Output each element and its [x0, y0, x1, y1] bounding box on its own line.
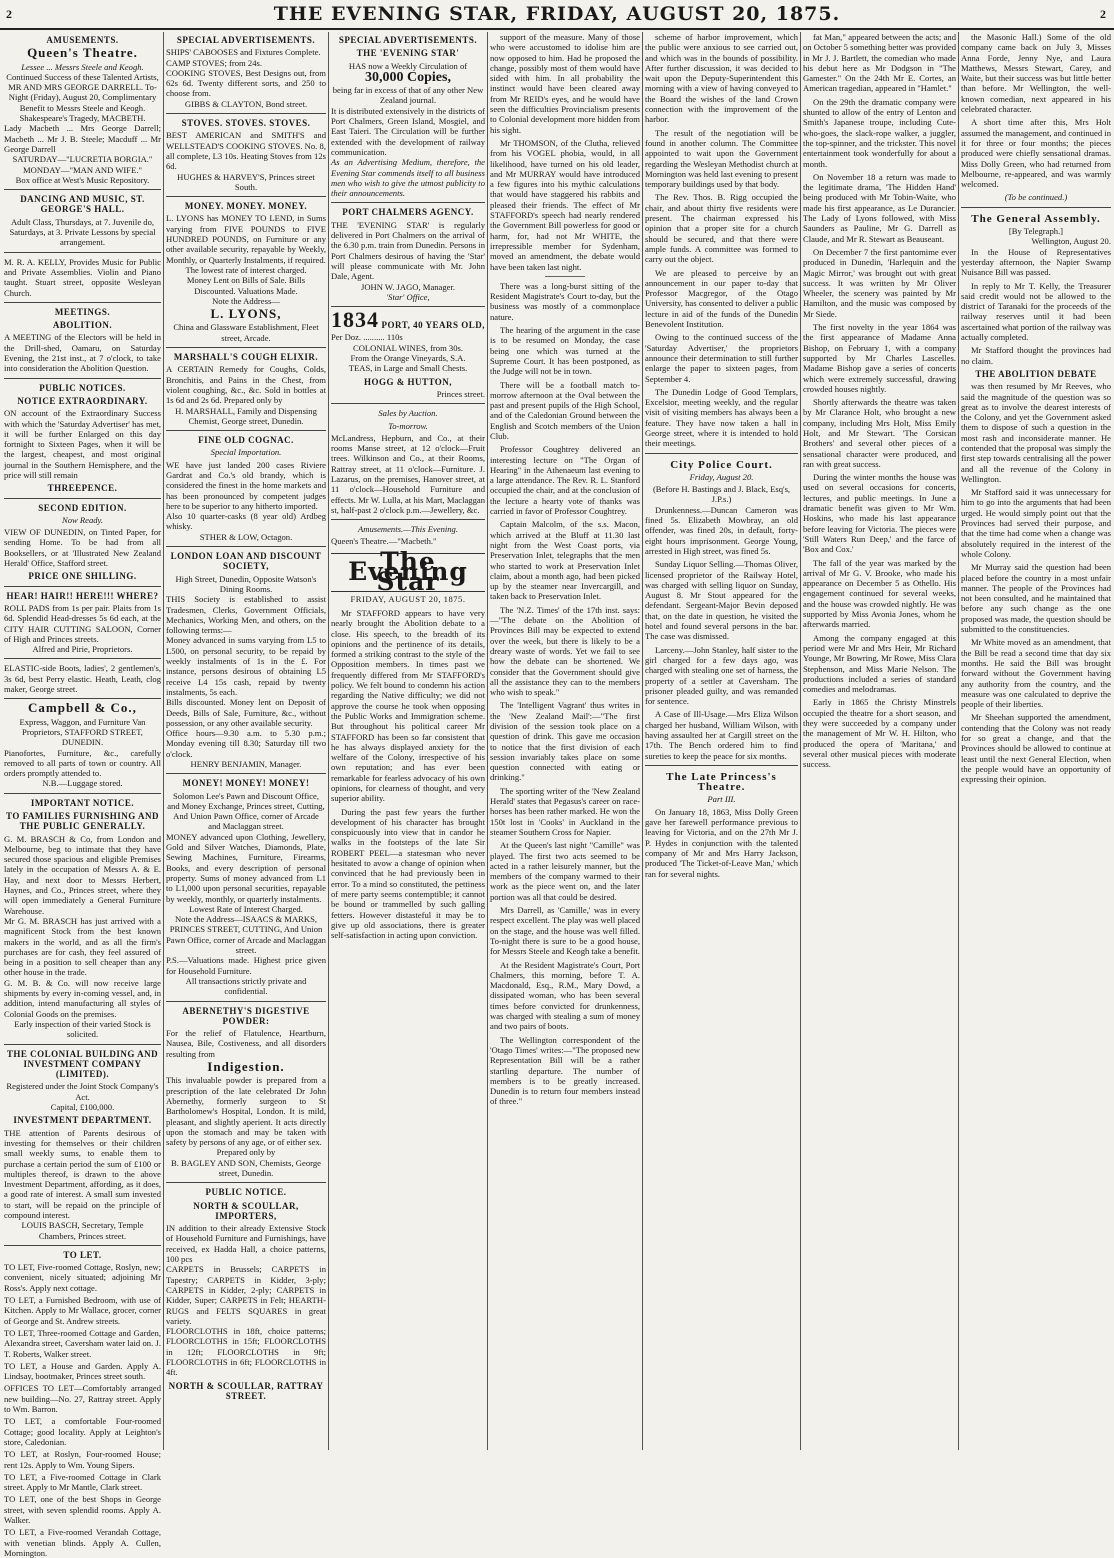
paragraph: A Case of Ill-Usage.—Mrs Eliza Wilson charged her husband, William Wilson, with having assaulted her at Cargill street on the 17th. The Bench ordered him to find sureties to keep the peace for six months.	[645, 709, 798, 761]
column-2	[166, 32, 326, 1450]
classified-ad: TO LET, a House and Garden. Apply A. Lindsay, bootmaker, Princes street south.	[4, 1360, 161, 1382]
ad-text: It is distributed extensively in the districts of Port Chalmers, Green Island, Mosgiel, and East Taieri. The Circulation will be further extended with the development of railway communication.	[331, 105, 485, 157]
paragraph: At the Queen's last night "Camille" was played. The first two acts seemed to be acted in a rather leisurely manner, but the members of the company warmed to their work as the piece went on, and the later portion was all that could be desired.	[490, 840, 640, 902]
ad-text: MONEY advanced upon Clothing, Jewellery, Gold and Silver Watches, Diamonds, Plate, Sewing Machines, Furniture, Firearms, Books, and every description of personal property. Sums of money advanced from L1 to L1,000 upon personal securities, repayable by weekly, monthly, or quarterly instalments.	[166, 831, 326, 904]
ad-text: M. R. A. KELLY, Provides Music for Public and Private Assemblies. Violin and Piano taught. Stuart street, opposite Wesleyan Church.	[4, 256, 161, 298]
ad-text: P.S.—Valuations made. Highest price given for Household Furniture.	[166, 955, 326, 976]
ad-heading: Campbell & Co.,	[28, 700, 137, 716]
ad-text: Money advanced in sums varying from L5 to L500, on personal security, to be repaid by weekly instalments of 1s in the £. For instance, persons desirous of obtaining L5 receive L4 15s cash, repaid by twenty instalments, 5s each.	[166, 635, 326, 697]
section-heading: AMUSEMENTS.	[46, 35, 119, 45]
newspaper-title: The Evening Star	[331, 553, 485, 592]
ad-text: Now Ready.	[61, 514, 104, 525]
paragraph: The sporting writer of the 'New Zealand Herald' states that Pegasus's career on race-horses has been rather marked. He won the 150t lost in 'Cooks' in Auckland in the steamer Southern Cross for Napier.	[490, 785, 640, 837]
ad-heading: Indigestion.	[207, 1059, 285, 1075]
ad-heading: STOVES. STOVES. STOVES.	[181, 118, 311, 129]
divider	[166, 1182, 326, 1183]
ad-text: G. M. BRASCH & Co, from London and Melbourne, beg to intimate that they have secured those spacious and eligible Premises lately in the occupation of Messrs A. & E. Hay, and next door to Messrs Herbert, Haynes, and Co., Princes street, where they will open immediately a General Furniture Warehouse.	[4, 833, 161, 916]
divider	[4, 498, 161, 499]
ad-text: HENRY BENJAMIN, Manager.	[190, 759, 302, 769]
editorial	[331, 608, 485, 941]
ad-text: ROLL PADS from 1s per pair. Plaits from 1s 6d. Splendid Head-dresses 5s 6d each, at the CITY HAIR CUTTING SALOON, Corner of High and Princes streets.	[4, 602, 161, 644]
ad-text: Lady Macbeth ... Mrs George Darrell; Macbeth ... Mr J. B. Steele; Macduff ... Mr George Darrell	[4, 123, 161, 154]
divider	[4, 793, 161, 794]
divider	[961, 207, 1111, 208]
paragraph: Sunday Liquor Selling.—Thomas Oliver, licensed proprietor of the Railway Hotel, was charged with selling liquor on Sunday, August 8. Mr Stout appeared for the defendant. Sergeant-Major Bevin deposed that, on the date in question, he visited the hotel and found several persons in the bar. The case was dismissed.	[645, 559, 798, 642]
section-heading: PUBLIC NOTICES.	[39, 382, 126, 393]
section-heading: Amusements.—This Evening.	[357, 524, 458, 535]
ad-heading: LONDON LOAN AND DISCOUNT SOCIETY,	[170, 551, 322, 572]
divider	[331, 403, 485, 404]
ad-text: As an Advertising Medium, therefore, the Evening Star commends itself to all business men who wish to give the utmost publicity to their announcements.	[331, 157, 485, 199]
divider	[331, 202, 485, 203]
ad-heading: NORTH & SCOULLAR, RATTRAY STREET.	[168, 1380, 324, 1401]
classified-ad: TO LET, a Five-roomed Cottage in Clark street. Apply to Mr Mantle, Clark street.	[4, 1471, 161, 1493]
column-1	[4, 32, 161, 1558]
paragraph: Captain Malcolm, of the s.s. Macon, which arrived at the Bluff at 11.30 last night from the West Coast ports, via Preservation Inlet, telegraphs that the men who started to work at Preservation Inlet claim, about a month ago, had been picked up by the steamer near Invercargill, and taken back to Preservation Inlet.	[490, 519, 640, 602]
paragraph: In reply to Mr T. Kelly, the Treasurer said credit would not be allowed to the district of Taranaki for the proceeds of the railway reserves until it had been ascertained what portion of the railway was actually completed.	[961, 280, 1111, 343]
ad-text: Lessee ... Messrs Steele and Keogh.	[21, 61, 144, 72]
paragraph: Among the company engaged at this period were Mr and Mrs Heir, Mr Richard Younge, Mr Bowring, Mr Rowe, Miss Clara Stephenson, and Miss Marie Nelson. The productions included a series of standard comedies and melodramas.	[803, 632, 956, 695]
column-rule	[958, 32, 959, 1450]
column-6	[803, 32, 956, 1450]
paragraph: There was a long-burst sitting of the Resident Magistrate's Court to-day, but the business was mostly of a commonplace nature.	[490, 280, 640, 322]
paragraph: On December 7 the first pantomime ever produced in Dunedin, 'Harlequin and the Magic Mirror,' was brought out with great success. It was written by Mr Oliver Wheeler, the scenery was painted by Mr Hamilton, and the music was composed by Mr Siede.	[803, 246, 956, 319]
paragraph: During the past few years the further development of his character has brought conspicuously into view that in candor he walks in the footsteps of the late Sir ROBERT PEEL—a statesman who never hesitated to avow a change of opinion when convinced that he had previously been in error. To a mind so constituted, the pettiness of mere party seems contemptible; it cannot be bound or trammelled by such galling fetters. However distasteful it may be to give up old associations, there is greater self-satisfaction in acting upon conviction.	[331, 806, 485, 941]
article-subheading: [By Telegraph.]	[1008, 226, 1064, 237]
ad-heading: NOTICE EXTRAORDINARY.	[17, 395, 148, 406]
newspaper-masthead-title: THE EVENING STAR, FRIDAY, AUGUST 20, 1875.	[273, 3, 841, 25]
dateline: FRIDAY, AUGUST 20, 1875.	[350, 593, 466, 604]
divider	[166, 546, 326, 547]
paragraph: Mr STAFFORD appears to have very nearly brought the Abolition debate to a close. His speech, to the breadth of its opinions and the pertinence of its details, formed a striking contrast to the style of the Opposition members. In times past we frequently differed from Mr STAFFORD's policy. We felt bound to condemn his action regarding the Native difficulty; we did not approve the course he took when opposing the Public Works and Immigration scheme. But throughout his political career Mr STAFFORD has been so far consistent that he has always displayed anxiety for the welfare of the Colony, irrespective of his own reputation; and has ever been remarkable for fearless advocacy of his own opinions, for clearness of thought, and very superior ability.	[331, 607, 485, 804]
ad-heading: L. LYONS,	[210, 306, 282, 322]
paragraph: The Wellington correspondent of the 'Otago Times' writes:—"The proposed new Representation Bill will be a rather startling departure. The number of members is to be greatly increased. Dunedin is to return four members instead of three."	[490, 1034, 640, 1107]
paragraph: Mr Stafford thought the provinces had no claim.	[961, 345, 1111, 366]
ad-text: Capital, £100,000.	[50, 1102, 115, 1113]
ad-heading: THE 'EVENING STAR'	[356, 48, 460, 59]
ad-text: A CERTAIN Remedy for Coughs, Colds, Bronchitis, and Pains in the Chest, from violent coughing, &c., &c. Sold in bottles at 1s 6d and 2s 6d. Prepared only by	[166, 364, 326, 406]
divider	[4, 378, 161, 379]
ad-text: MONDAY—"MAN AND WIFE."	[23, 164, 142, 175]
ad-text: Express, Waggon, and Furniture Van Proprietors, STAFFORD STREET, DUNEDIN.	[19, 716, 146, 748]
paragraph: A short time after this, Mrs Holt assumed the management, and continued in it for three or four months; the pieces produced were chiefly sensational dramas. Miss Dolly Green, who had returned from Melbourne, re-appeared, and was warmly welcomed.	[961, 117, 1111, 190]
divider	[4, 1044, 161, 1045]
article-subheading: THE ABOLITION DEBATE	[975, 368, 1097, 379]
ad-text: From the Orange Vineyards, S.A.	[350, 353, 466, 364]
ad-heading: Queen's Theatre.	[27, 45, 138, 61]
paragraph: Early in 1865 the Christy Minstrels occupied the theatre for a short season, and they were succeeded by a company under the management of Mr W. H. Hilton, who produced the opera of 'Maritana,' and several other musical pieces with moderate success.	[803, 697, 956, 770]
divider	[545, 276, 585, 277]
paragraph: During the winter months the house was used on several occasions for concerts, lectures, and public meetings. In June a dramatic benefit was given to Mr Wm. Hoskins, who made his last appearance before leaving for Victoria. The pieces were 'Still Waters Run Deep,' and the farce of 'Box and Cox.'	[803, 472, 956, 555]
ad-text: McLandress, Hepburn, and Co., at their rooms Manse street, at 12 o'clock—Fruit trees. Wilkinson and Co., at their Rooms, Rattray street, at 11 o'clock—Furniture. J. Lazarus, on the premises, Hanover street, at 11 o'clock—Household Furniture and effects. Mr W. Lulla, at his Mart, Maclaggan st, half-past 2 o'clock p.m.—Jewellery, &c.	[331, 432, 485, 515]
column-rule	[328, 32, 329, 1450]
classified-ad: TO LET, one of the best Shops in George street, with seven splendid rooms. Apply A. Walker.	[4, 1494, 161, 1525]
paragraph: At the Resident Magistrate's Court, Port Chalmers, this morning, before T. A. Macdonald, Esq., R.M., Mary Dowd, a dissipated woman, who has been several times before convicted for drunkenness, was charged with stealing a sum of money and two pairs of boots.	[490, 959, 640, 1032]
paragraph: The result of the negotiation will be found in another column. The Committee appointed to wait upon the Government regarding the Wesleyan Methodist church at Mornington was held last evening to present temporary buildings used by that body.	[645, 127, 798, 190]
ad-text: SATURDAY—"LUCRETIA BORGIA."	[12, 154, 153, 165]
ad-text: The lowest rate of interest charged.	[185, 264, 307, 275]
ad-text: Registered under the Joint Stock Company's Act.	[6, 1081, 159, 1102]
paragraph: The 'N.Z. Times' of the 17th inst. says:—"The debate on the Abolition of Provinces Bill may be expected to extend over the week, but there is likely to be a dreary waste of words. Yet we fail to see how the debate can be shortened. We consider that the Government should give all the assistance they can to the members who wish to speak."	[490, 604, 640, 698]
paragraph: support of the measure. Many of those who were accustomed to idolise him are now opposed to him. Had he proposed the change, possibly most of them would have sided with him. In all probability the instinct would have been cleared away from Mr REID's eyes, and he would have seen the difficulties Provincialism presents to Colonial development more hidden from his sight.	[490, 32, 640, 135]
column-3	[331, 32, 485, 1450]
section-heading: Sales by Auction.	[378, 408, 438, 419]
ad-text: being far in excess of that of any other New Zealand journal.	[332, 85, 484, 106]
classified-ad: TO LET, Three-roomed Cottage and Garden, Alexandra street, Caversham water laid on. J. T. Roberts, Walker street.	[4, 1327, 161, 1359]
article-heading: The General Assembly.	[971, 212, 1101, 225]
ad-text: COLONIAL WINES, from 30s.	[352, 342, 464, 353]
ad-text: 'Star' Office,	[386, 291, 430, 302]
ad-text: STHER & LOW, Octagon.	[199, 531, 293, 542]
paragraph: The Rev. Thos. B. Rigg occupied the chair, and about thirty five residents were present. The chairman expressed his opinion that a proper site for a church should be secured, and that there were ample funds. A committee was formed to carry out the object.	[645, 192, 798, 265]
ad-text: FLOORCLOTHS in 18ft, choice patterns; FLOORCLOTHS in 15ft; FLOORCLOTHS in 12ft; FLOORCLOTHS in 9ft; FLOORCLOTHS in 6ft; FLOORCLOTHS in 4ft.	[166, 1326, 326, 1378]
column-rule	[642, 32, 643, 1450]
ad-text: Also 10 quarter-casks (8 year old) Ardbeg whisky.	[166, 511, 326, 532]
column-rule	[163, 32, 164, 1450]
ad-text: Box office at West's Music Repository.	[15, 174, 150, 185]
article-subheading: Friday, August 20.	[689, 471, 754, 482]
paragraph: Drunkenness.—Duncan Cameron was fined 5s. Elizabeth Mowbray, an old offender, was fined 20s, in default, forty-eight hours imprisonment. George Young, arrested in High street, was fined 5s.	[645, 504, 798, 556]
ad-text: Bills discounted. Money lent on Deposit of Deeds, Bills of Sale, Furniture, &c., without possession, or any other available security.	[166, 697, 326, 728]
ad-heading: ABOLITION.	[52, 320, 113, 331]
paragraph: The fall of the year was marked by the arrival of Mr G. V. Brooke, who made his appearance on December 5 as Othello. His engagement continued for several weeks, and the house was crowded nightly. He was supported by Miss Avonia Jones, whom he afterwards married.	[803, 557, 956, 630]
paragraph: On November 18 a return was made to the legitimate drama, 'The Hidden Hand' being produced with Mr Tobin-Waite, who made his first appearance, as Le Durancier. The Lady of Lyons followed, with Miss Saunders as Pauline, Mr G. Darrell as Claude, and Mr R. Stewart as Beauseant.	[803, 171, 956, 244]
wine-ad-row	[331, 307, 485, 333]
ad-text: HAS now a Weekly Circulation of	[348, 60, 468, 71]
ad-heading: ABERNETHY'S DIGESTIVE POWDER:	[182, 1005, 310, 1026]
paragraph: On the 29th the dramatic company were shunted to allow of the entry of Lenton and Smith's Japanese troupe, including Cute-who-goes, the slack-rope walker, a juggler, the top-spinner, and the trickster. This novel entertainment took wonderfully for about a month.	[803, 96, 956, 169]
ad-text: ON account of the Extraordinary Success with which the 'Saturday Advertiser' has met, it will be further Enlarged on this day fortnight to Sixteen Pages, when it will be the largest, cheapest, and most original journal in the Southern Hemisphere, and the price will still remain	[4, 408, 161, 480]
paragraph: scheme of harbor improvement, which the public were anxious to see carried out, and which was in the bounds of possibility. After further discussion, it was decided to wait upon the Deputy-Superintendent this morning with a view of having conveyed to the Board the wishes of the land Crown connection with the improvement of the harbor.	[645, 32, 798, 125]
ad-heading: SECOND EDITION.	[38, 502, 127, 513]
paragraph: Mr Murray said the question had been placed before the country in a most unfair manner. The people of the Provinces had not been consulted, and he maintained that before any such change as the one proposed was made, the question should be submitted to the constituencies.	[961, 562, 1111, 635]
ad-text: ELASTIC-side Boots, ladies', 2 gentlemen's, 3s 6d, best Perry elastic. Heath, Leath, clog maker, George street.	[4, 663, 161, 695]
paragraph: The Dunedin Lodge of Good Templars, Excelsior, meeting weekly, and the regular visit of visiting members has always been a feature. They have now taken a hall in George street, where it is intended to hold their meetings.	[645, 386, 798, 449]
section-heading: TO LET.	[63, 1249, 102, 1260]
column-7	[961, 32, 1111, 1450]
ad-heading: THE COLONIAL BUILDING AND INVESTMENT COMPANY (LIMITED).	[6, 1048, 159, 1080]
ad-heading: PORT CHALMERS AGENCY.	[342, 207, 474, 218]
ad-text: Money Lent on Bills of Sale. Bills Discounted. Valuations Made.	[186, 275, 306, 296]
article-subheading: Part III.	[707, 794, 736, 805]
ad-text: THE 'EVENING STAR' is regularly delivered in Port Chalmers on the arrival of the 6.30 p.m. train from Dunedin. Persons in Port Chalmers desirous of having the 'Star' will please communicate with Mr. John Dale, Agent.	[331, 219, 485, 282]
paragraph: We are pleased to perceive by an announcement in our paper to-day that Professor Macgregor, of the Otago University, has consented to deliver a public lecture in aid of the funds of the Dunedin Benevolent Institution.	[645, 267, 798, 330]
paragraph: The first novelty in the year 1864 was the first appearance of Madame Anna Bishop, on February 1, with a company supported by Mr Charles Lascelles. Madame Bishop gave a series of concerts which were extremely successful, drawing crowded houses nightly.	[803, 322, 956, 394]
ad-heading: NORTH & SCOULLAR, IMPORTERS,	[193, 1200, 299, 1221]
ad-text: Office hours—9.30 a.m. to 5.30 p.m.; Monday evening till 8.30; Saturday till two o'clock.	[166, 728, 326, 759]
dateline: Wellington, August 20.	[1031, 236, 1111, 247]
column-4	[490, 32, 640, 1450]
paragraph: Mr White moved as an amendment, that the Bill be read a second time that day six months. He said the Bill was brought forward without the Government having any authority from the country, and the measure was one calculated to deprive the people of their liberties.	[961, 637, 1111, 710]
article-subheading: (Before H. Bastings and J. Black, Esq's, J.P.s.)	[652, 484, 791, 505]
ad-text: HUGHES & HARVEY'S, Princes street South.	[177, 171, 315, 192]
divider	[4, 658, 161, 659]
ad-text: All transactions strictly private and confidential.	[185, 975, 307, 997]
ad-text: Prepared only by	[216, 1147, 276, 1158]
ad-text: PRICE ONE SHILLING.	[28, 571, 137, 582]
ad-text: Special Importation.	[210, 447, 282, 458]
paragraph: Mr Sheehan supported the amendment, contending that the Colony was not ready for so great a change, and that the Provinces should be allowed to continue at least until the next General Election, when the people would have an opportunity of expressing their opinion.	[961, 712, 1111, 785]
ad-text: H. MARSHALL, Family and Dispensing Chemist, George street, Dunedin.	[175, 405, 317, 426]
column-rule	[800, 32, 801, 1450]
ad-text: B. BAGLEY AND SON, Chemists, George street, Dunedin.	[171, 1157, 321, 1178]
paragraph: The 'Intelligent Vagrant' thus writes in the 'New Zealand Mail':—"The first division of the session took place on a question of drink. This gave me occasion to notice that the first division of each session invariably takes place on some question connected with eating or drinking."	[490, 700, 640, 783]
ad-heading: PORT, 40 YEARS OLD,	[381, 320, 485, 331]
ad-heading: HEAR! HAIR!! HERE!!! WHERE?	[6, 590, 159, 601]
divider	[166, 430, 326, 431]
ad-text: Lowest Rate of Interest Charged.	[189, 903, 303, 914]
divider	[4, 189, 161, 190]
ad-text: THE attention of Parents desirous of investing for themselves or their children small weekly sums, to enable them to purchase a certain period the sum of £100 or multiples thereof, is drawn to the above Investment Department, affording, as it does, a good rate of interest. A small sum invested to start, will be repaid on the principle of compound interest.	[4, 1127, 161, 1220]
divider	[4, 698, 161, 699]
ad-text: Alfred and Pirie, Proprietors.	[32, 644, 133, 655]
ad-heading: DANCING AND MUSIC, ST. GEORGE'S HALL.	[20, 194, 145, 215]
ad-text: Pianofortes, Furniture, &c., carefully removed to all parts of town or country. All orders promptly attended to.	[4, 747, 161, 779]
section-heading: SPECIAL ADVERTISEMENTS.	[176, 35, 316, 45]
divider	[166, 113, 326, 114]
ad-text: Per Doz. .......... 110s	[331, 332, 403, 343]
ad-text: VIEW OF DUNEDIN, on Tinted Paper, for sending Home. To be had from all Booksellers, or at 'Illustrated New Zealand Herald' Office, Stafford street.	[4, 527, 161, 569]
section-heading: To-morrow.	[388, 420, 428, 431]
ad-text: CAMP STOVES; from 24s.	[166, 57, 262, 68]
masthead	[0, 0, 1114, 30]
ad-text: COOKING STOVES, Best Designs out, from 62s 6d. Twenty different sorts, and 250 to choose from.	[166, 67, 326, 99]
ad-heading: HOGG & HUTTON,	[363, 376, 453, 387]
paragraph: There will be a football match to-morrow afternoon at the Oval between the past and present pupils of the High School, and of the Caledonian Ground between the English and Scotch members of the Union Club.	[490, 379, 640, 441]
ad-heading: INVESTMENT DEPARTMENT.	[13, 1115, 152, 1126]
divider	[4, 586, 161, 587]
ad-text: THIS Society is established to assist Tradesmen, Clerks, Government Officials, Mechanics, Working Men, and others, on the following terms:—	[166, 594, 326, 636]
classified-ad: TO LET, Five-roomed Cottage, Roslyn, new; convenient, nicely situated; adjoining Mr Ross's. Apply next cottage.	[4, 1262, 161, 1293]
article-heading: City Police Court.	[670, 458, 773, 471]
ad-text: This invaluable powder is prepared from a prescription of the late celebrated Dr John Abernethy, formerly surgeon to St Bartholomew's Hospital, London. It is mild, pleasant, and slightly aperient. It acts directly upon the stomach and may be taken with safety by persons of any age, or of either sex.	[166, 1075, 326, 1148]
paragraph: Mrs Darrell, as 'Camille,' was in every respect excellent. The play was well placed on the stage, and the house was well filled. To-night there is sure to be a good house, for Messrs Steele and Keogh take a benefit.	[490, 905, 640, 957]
ad-text: A MEETING of the Electors will be held in the Drill-shed, Oamaru, on Saturday Evening, the 21st inst., at 7 o'clock, to take into consideration the Abolition Question.	[4, 332, 161, 374]
paragraph: In the House of Representatives yesterday afternoon, the Napier Swamp Nuisance Bill was passed.	[961, 246, 1111, 278]
ad-heading: IMPORTANT NOTICE.	[30, 797, 135, 808]
ad-heading: FINE OLD COGNAC.	[198, 435, 294, 446]
ad-text: Mr G. M. BRASCH has just arrived with a magnificent Stock from the best known makers in the world, and as all the firm's purchases are for cash, they feel assured of being in a position to sell cheaper than any other house in the trade.	[4, 915, 161, 978]
ad-text: THREEPENCE.	[47, 483, 118, 494]
ad-heading: MONEY! MONEY! MONEY!	[182, 778, 310, 789]
ad-text: Note the Address—	[212, 295, 280, 306]
ad-text: WE have just landed 200 cases Riviere Gardrat and Co.'s old brandy, which is considered the finest in the home markets and has been pronounced by competent judges here to be superior to any hitherto imported.	[166, 459, 326, 511]
ad-text: Adult Class, Thursdays, at 7. Juvenile do, Saturdays, at 3. Private Lessons by special arrangement.	[9, 216, 156, 248]
ad-text: Early inspection of their varied Stock is solicited.	[14, 1018, 151, 1040]
paragraph: On January 18, 1863, Miss Dolly Green gave her farewell performance previous to leaving for Victoria, and on the 27th Mr J. P. Hydes in conjunction with the talented company of Mr and Mrs Harry Jackson, produced 'The Ticket-of-Leave Man,' which ran for several nights.	[645, 806, 798, 879]
ad-text: Note the Address—ISAACS & MARKS, PRINCES STREET, CUTTING, And Union Pawn Office, corner of Arcade and Maclaggan street.	[166, 914, 326, 956]
section-heading: SPECIAL ADVERTISEMENTS.	[338, 35, 478, 45]
ad-text: IN addition to their already Extensive Stock of Household Furniture and Furnishings, have received, ex Hadda Hall, a choice patterns, 100 pcs	[166, 1223, 326, 1265]
paragraph: Shortly afterwards the theatre was taken by Mr Clarance Holt, who brought a new company, including Mrs Holt, Miss Emily Holt, and Mr Stewart. 'The Corsican Brothers' and several other pieces of a sensational character were produced, and ran with great success.	[803, 397, 956, 469]
divider	[166, 773, 326, 774]
ad-text: High Street, Dunedin, Opposite Watson's Dining Rooms.	[175, 573, 317, 594]
ad-text: LOUIS BASCH, Secretary, Temple Chambers, Princes street.	[21, 1220, 144, 1241]
divider	[331, 519, 485, 520]
article-heading: The Late Princess's Theatre.	[666, 770, 777, 794]
ad-text: For the relief of Flatulence, Heartburn, Nausea, Bile, Costiveness, and all disorders resulting from	[166, 1028, 326, 1059]
ad-text: China and Glassware Establishment, Fleet street, Arcade.	[173, 322, 319, 343]
divider	[4, 252, 161, 253]
divider	[166, 196, 326, 197]
paragraph: Mr THOMSON, of the Clutha, relieved from his VOGEL phobia, would, in all likelihood, have turned on his old leader, and Mr MURRAY would have introduced a few figures into his mythic calculations that would have staggered his rabbits and pleased their friends. The effect of Mr STAFFORD's speech had nearly rendered the Government Bill powerless for good or harm, for, had not Mr WHITE, the irrepressible member for Sydenham, moved an amendment, the debate would have been taken last night.	[490, 137, 640, 272]
continued-note: (To be continued.)	[1004, 192, 1068, 203]
ad-text: Solomon Lee's Pawn and Discount Office, and Money Exchange, Princes street, Cutting, And Union Pawn Office, corner of Arcade and Maclaggan street.	[167, 790, 325, 832]
ad-text: CARPETS in Brussels; CARPETS in Tapestry; CARPETS in Kidder, 3-ply; CARPETS in Kidder, 2-ply; CARPETS in Kidder, Super; CARPETS in Felt; HEARTH-RUGS and FELTS SQUARES in great variety.	[166, 1264, 326, 1326]
ad-year: 1834	[331, 307, 379, 333]
paragraph: fat Man," appeared between the acts; and on October 5 something better was provided in Mr J. J. Bartlett, the comedian who made his debut here as Mr Dodgson in "The Gamester." On the 24th Mr E. Cortes, an American tragedian, appeared in "Hamlet."	[803, 32, 956, 94]
section-heading: MEETINGS.	[54, 306, 111, 317]
classified-ad: TO LET, a Furnished Bedroom, with use of Kitchen. Apply to Mr Wallace, grocer, corner of George and St. Andrew streets.	[4, 1295, 161, 1326]
divider	[4, 302, 161, 303]
ad-text: JOHN W. JAGO, Manager.	[360, 281, 456, 292]
classified-ad: TO LET, at Roslyn, Four-roomed House; rent 12s. Apply to Wm. Young Sipers.	[4, 1449, 161, 1470]
ad-text: L. LYONS has MONEY TO LEND, in Sums varying from FIVE POUNDS to FIVE HUNDRED POUNDS, on Furniture or any other available security, repayable by Weekly, Monthly, or Quarterly Instalments, if required.	[166, 213, 326, 265]
ad-heading: MARSHALL'S COUGH ELIXIR.	[173, 352, 319, 363]
ad-text: G. M. B. & Co. will now receive large shipments by every in-coming vessel, and, in addition, intend manufacturing all styles of Colonial Goods on the premises.	[4, 977, 161, 1019]
paragraph: The hearing of the argument in the case is to be resumed on Monday, the case being one which was turned at the Supreme Court. It has been postponed, as the Judge will not be in town.	[490, 325, 640, 377]
paragraph: the Masonic Hall.) Some of the old company came back on July 3, Misses Anna Forde, Jenny Nye, and Laura Matthews, Messrs Stewart, Carey, and Waite, but their success was but little better than before. Mr Wellington, the well-known comedian, next appeared in his celebrated character.	[961, 32, 1111, 115]
page-number-right: 2	[1100, 7, 1106, 21]
paragraph: Larceny.—John Stanley, half sister to the girl charged for a few days ago, was charged with stealing one set of harness, the property of a settler at Caversham. The prisoner pleaded guilty, and was remanded for sentence.	[645, 644, 798, 707]
ad-text: BEST AMERICAN and SMITH'S and WELLSTEAD'S COOKING STOVES. No. 8, all complete, L3 10s. Heating Stoves from 12s 6d.	[166, 130, 326, 172]
ad-text: Queen's Theatre.—"Macbeth."	[331, 536, 437, 547]
column-5	[645, 32, 798, 1450]
ad-text: Princes street.	[436, 388, 485, 399]
divider	[4, 1245, 161, 1246]
paragraph: was then resumed by Mr Reeves, who said the magnitude of the question was so great as to involve the dearest interests of the Colony, and yet the Government asked them to dispose of such a question in the most rash and inconsiderate manner. He contended that the proposal was simply the first step towards centralising all the power and all the revenue of the Colony in Wellington.	[961, 381, 1111, 484]
ad-text: SHIPS' CABOOSES and Fixtures Complete.	[166, 47, 321, 58]
divider	[645, 765, 798, 766]
paragraph: Professor Coughtrey delivered an interesting lecture on "The Organ of Hearing" in the Athenaeum last evening to a large attendance. The Rev. R. L. Stanford occupied the chair, and at the conclusion of the lecture a hearty vote of thanks was carried in favor of Professor Coughtrey.	[490, 444, 640, 517]
ad-text: N.B.—Luggage stored.	[42, 778, 123, 789]
classified-ad: TO LET, a comfortable Four-roomed Cottage; good locality. Apply at Leighton's store, Caledonian.	[4, 1416, 161, 1447]
classified-ad: OFFICES TO LET—Comfortably arranged new building—No. 27, Rattray street. Apply to Wm. Barron.	[4, 1383, 161, 1415]
divider	[166, 347, 326, 348]
divider	[645, 453, 798, 454]
ad-text: Continued Success of these Talented Artists, MR AND MRS GEORGE DARRELL. To-Night (Friday), August 20, Complimentary Benefit to Messrs Steele and Keogh. Shakespeare's Tragedy, MACBETH.	[6, 71, 159, 124]
ad-text: TEAS, in Large and Small Chests.	[348, 363, 468, 374]
ad-heading: PUBLIC NOTICE.	[205, 1187, 287, 1198]
page-number-left: 2	[6, 7, 12, 21]
paragraph: Mr Stafford said it was unnecessary for him to go into the arguments that had been urged. He would simply point out that the Provinces had served their purpose, and that the time had come when a change was absolutely required in the interest of the whole Colony.	[961, 487, 1111, 559]
paragraph: Owing to the continued success of the 'Saturday Advertiser,' the proprietors announce their determination to still further enlarge the paper to sixteen pages, from September 4.	[645, 332, 798, 384]
ad-heading: TO FAMILIES FURNISHING AND THE PUBLIC GENERALLY.	[6, 811, 159, 832]
column-rule	[487, 32, 488, 1450]
ad-heading: 30,000 Copies,	[365, 69, 451, 85]
classified-ad: TO LET, a Five-roomed Verandah Cottage, with venetian blinds. Apply A. Cullen, Mornington.	[4, 1527, 161, 1558]
ad-heading: MONEY. MONEY. MONEY.	[184, 201, 308, 212]
divider	[166, 1001, 326, 1002]
ad-text: GIBBS & CLAYTON, Bond street.	[184, 98, 308, 109]
